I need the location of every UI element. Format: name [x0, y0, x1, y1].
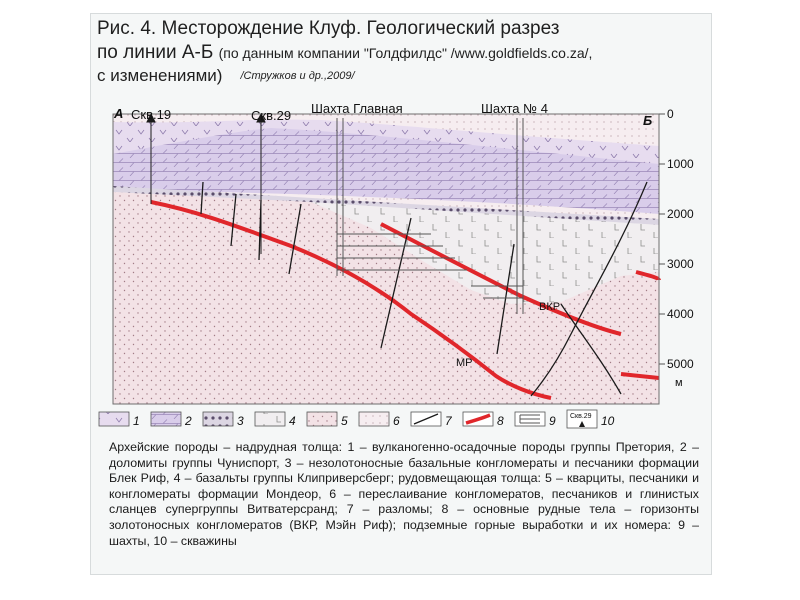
legend-label-2: 2	[185, 414, 192, 428]
depth-tick-label: 5000	[667, 357, 694, 371]
figure-panel	[90, 13, 712, 575]
well-label-29: Скв.29	[251, 108, 292, 123]
legend-swatch-2	[151, 412, 181, 426]
legend-label-7: 7	[445, 414, 452, 428]
end-label-a: А	[114, 106, 124, 121]
ore-label-mr: МР	[456, 357, 473, 369]
title-modified: с изменениями)	[97, 66, 223, 85]
legend-swatch-3	[203, 412, 233, 426]
depth-tick-label: 0	[667, 107, 674, 121]
well-label-19: Скв.19	[131, 107, 172, 122]
citation: /Стружков и др.,2009/	[240, 70, 355, 82]
depth-tick-label: 2000	[667, 207, 694, 221]
depth-unit: м	[675, 377, 683, 389]
well-symbol-label: Скв.29	[570, 413, 592, 420]
legend-swatch-5	[307, 412, 337, 426]
shaft-label-4: Шахта № 4	[481, 101, 548, 116]
legend-swatch-4	[255, 412, 285, 426]
depth-tick-label: 4000	[667, 307, 694, 321]
legend	[99, 410, 615, 428]
legend-label-10: 10	[601, 414, 615, 428]
figure-caption: Архейские породы – надрудная толща: 1 – вулканогенно-осадочные породы группы Претория, 2 – доломиты группы Чуниспорт, 3 – незолотоносные базальные конгломераты и песчаники формации Блек Риф, 4 – базальты группы Клиприверсберг; рудовмещающая толща: 5 – кварциты, песчаники и конгломераты формации Мондеор, 6 – переслаивание конгломератов, песчаников и глинистых сланцев супергруппы Витватерсранд; 7 – разломы; 8 – основные рудные тела – горизонты золотоносных конгломератов (ВКР, Мэйн Риф); подземные горные выработки и их номера: 9 – шахты, 10 – скважины	[109, 440, 699, 548]
shaft-label-main: Шахта Главная	[311, 101, 403, 116]
title-section-line: по линии А-Б	[97, 42, 214, 63]
depth-tick-label: 3000	[667, 257, 694, 271]
legend-label-4: 4	[289, 414, 296, 428]
title-source: (по данным компании "Голдфилдс" /www.goldfields.co.za/,	[218, 45, 593, 61]
legend-swatch-6	[359, 412, 389, 426]
end-label-b: Б	[643, 113, 653, 128]
legend-label-9: 9	[549, 414, 556, 428]
legend-label-6: 6	[393, 414, 400, 428]
figure-title: Рис. 4. Месторождение Клуф. Геологический разрез	[97, 18, 560, 39]
legend-label-3: 3	[237, 414, 244, 428]
legend-swatch-1	[99, 412, 129, 426]
depth-tick-label: 1000	[667, 157, 694, 171]
ore-label-vkr: ВКР	[539, 301, 561, 313]
legend-label-5: 5	[341, 414, 348, 428]
depth-axis	[659, 107, 694, 389]
legend-label-1: 1	[133, 414, 140, 428]
legend-label-8: 8	[497, 414, 504, 428]
